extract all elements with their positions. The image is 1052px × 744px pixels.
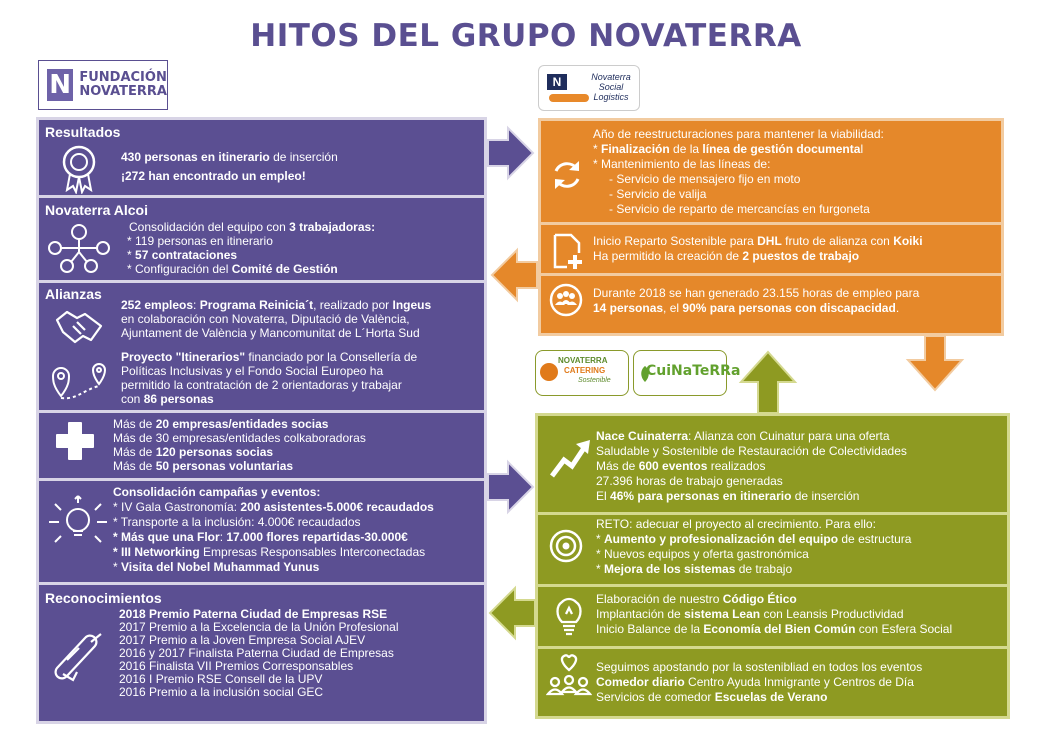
arrow-left-icon (490, 588, 535, 638)
arrow-left-icon (492, 250, 537, 300)
page-title: HITOS DEL GRUPO NOVATERRA (250, 18, 802, 54)
resultados-empleo: ¡272 han encontrado un empleo! (121, 169, 306, 183)
reconocimiento-item: 2016 Finalista VII Premios Corresponsables (119, 659, 354, 673)
section-title-resultados: Resultados (45, 124, 121, 140)
section-title-alianzas: Alianzas (45, 286, 102, 302)
logo-line1: FUNDACIÓN (79, 70, 167, 85)
logo-line3: Logistics (593, 92, 629, 102)
arrow-down-icon (908, 336, 962, 390)
reconocimiento-item: 2017 Premio a la Joven Empresa Social AJEV (119, 633, 366, 647)
section-title-alcoi: Novaterra Alcoi (45, 202, 148, 218)
logo-line1: NOVATERRA (558, 356, 608, 365)
arrow-up-icon (741, 352, 795, 413)
logo-line1: Novaterra (591, 72, 631, 82)
reconocimiento-item: 2016 y 2017 Finalista Paterna Ciudad de Empresas (119, 646, 394, 660)
reconocimiento-item: 2016 I Premio RSE Consell de la UPV (119, 672, 323, 686)
arrow-right-icon (488, 462, 533, 512)
logo-mark: N (547, 74, 567, 90)
logo-word: CuiNaTeRRa (646, 363, 741, 379)
reconocimiento-item: 2018 Premio Paterna Ciudad de Empresas RSE (119, 607, 388, 621)
section-title-reconocimientos: Reconocimientos (45, 590, 162, 606)
reconocimiento-item: 2016 Premio a la inclusión social GEC (119, 685, 324, 699)
catering-panel: Nace Cuinaterra: Alianza con Cuinatur para una oferta Saludable y Sostenible de Restauración de Colectividades Más de 600 eventos realizados 27.396 horas de trabajo generadas El 46% para personas en itinerario de inserción RETO: adecuar el proyecto al crecimiento. Para ello: * Aumento y profesionalización del equipo de estructura * Nuevos equipos y oferta gastronómica * Mejora de los sistemas de trabajo Elaboración de nuestro Código Ético Implantación de sistema Lean con Leansis Productividad Inicio Balance de la Economía del Bien Común con Esfera Social Seguimos apostando por la sostenibliad en todos los eventos Comedor diario Centro Ayuda Inmigrante y Centros de Día Servicios de comedor Escuelas de Verano (535, 413, 1010, 719)
logistics-panel: Año de reestructuraciones para mantener la viabilidad: * Finalización de la línea de gestión documental * Mantenimiento de las líneas de: - Servicio de mensajero fijo en moto - Servicio de valija - Servicio de reparto de mercancías en furgoneta Inicio Reparto Sostenible para DHL fruto de alianza con Koiki Ha permitido la creación de 2 puestos de trabajo Durante 2018 se han generado 23.155 horas de empleo para 14 personas, el 90% para personas con discapacidad. (538, 118, 1004, 336)
alcoi-itinerario: * 119 personas en itinerario (127, 234, 273, 248)
fundacion-panel: Resultados 430 personas en itinerario de inserción ¡272 han encontrado un empleo! Novaterra Alcoi Consolidación del equipo con 3 trabajadoras: * 119 personas en itinerario * 57 contrataciones * Configuración del Comité de Gestión Alianzas 252 empleos: Programa Reinicia´t, realizado por Ingeus en colaboración con Novaterra, Diputació de València, Ajuntament de València y Mancomunitat de L´Horta Sud Proyecto "Itinerarios" financiado por la Consellería de Políticas Inclusivas y el Fondo Social Europeo ha permitido la contratación de 2 orientadoras y trabajar con 86 personas Más de 20 empresas/entidades socias Más de 30 empresas/entidades colkaboradoras Más de 120 personas socias Más de 50 personas voluntarias Consolidación campañas y eventos: * IV Gala Gastronomía: 200 asistentes-5.000€ recaudados * Transporte a la inclusión: 4.000€ recaudados * Más que una Flor: 17.000 flores repartidas-30.000€ * III Networking Empresas Responsables Interconectadas * Visita del Nobel Muhammad Yunus Reconocimientos 2018 Premio Paterna Ciudad de Empresas RSE 2017 Premio a la Excelencia de la Unión Profesional 2017 Premio a la Joven Empresa Social AJEV 2016 y 2017 Finalista Paterna Ciudad de Empresas 2016 Finalista VII Premios Corresponsables 2016 I Premio RSE Consell de la UPV 2016 Premio a la inclusión social GEC (36, 117, 487, 724)
reconocimiento-item: 2017 Premio a la Excelencia de la Unión Profesional (119, 620, 399, 634)
arrow-right-icon (488, 128, 533, 178)
logo-line2: NOVATERRA (79, 84, 167, 99)
campanas-title: Consolidación campañas y eventos: (113, 485, 321, 499)
logo-line3: Sostenible (578, 377, 611, 384)
logo-line2: CATERING (564, 366, 606, 375)
resultados-personas: 430 personas en itinerario (121, 150, 270, 164)
logo-line2: Social (598, 82, 624, 92)
logo-mark: N (47, 69, 73, 101)
